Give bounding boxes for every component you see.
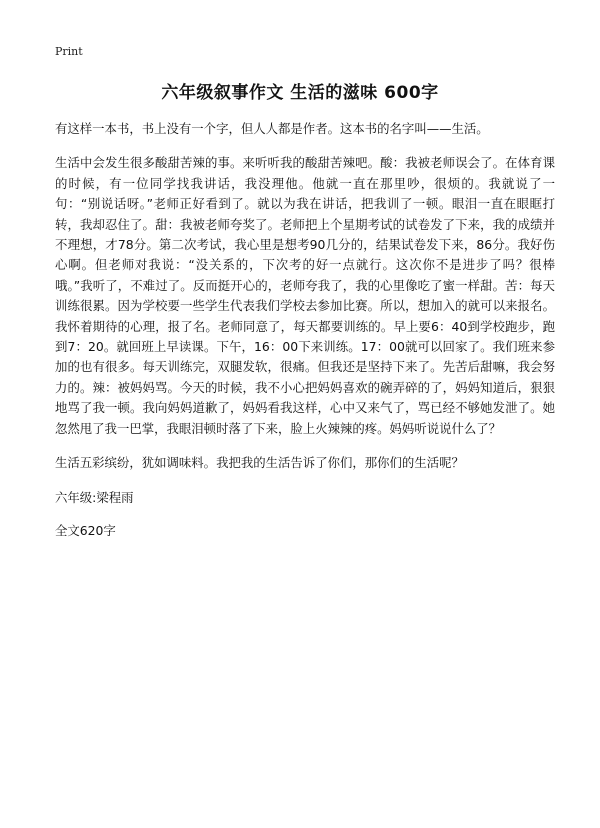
conclusion-paragraph: 生活五彩缤纷，犹如调味料。我把我的生活告诉了你们，那你们的生活呢？ [55,455,464,471]
author-line: 六年级:梁程雨 [55,489,134,505]
article-body [55,119,555,555]
intro-paragraph: 有这样一本书，书上没有一个字，但人人都是作者。这本书的名字叫——生活。 [55,121,489,136]
article-title: 六年级叙事作文 生活的滋味 600字 [161,83,439,103]
word-count: 全文620字 [55,522,116,538]
body-paragraph: 生活中会发生很多酸甜苦辣的事。来听听我的酸甜苦辣吧。酸：我被老师误会了。在体育课的时候，有一位同学找我讲话，我没理他。他就一直在那里吵，很烦的。我就说了一句：“别说话呀。”老师正好看到了。就以为我在讲话，把我训了一顿。眼泪一直在眼眶打转，我却忍住了。甜：我被老师夸奖了。老师把上个星期考试的试卷发了下来，我的成绩并不理想，才78分。第二次考试，我心里是想考90几分的，结果试卷发下来，86分。我好伤心啊。但老师对我说：“没关系的，下次考的好一点就行。这次你不是进步了吗？很棒哦。”我听了，不难过了。反而挺开心的，老师夸我了，我的心里像吃了蜜一样甜。苦：每天训练很累。因为学校要一些学生代表我们学校去参加比赛。所以，想加入的就可以来报名。我怀着期待的心理，报了名。老师同意了，每天都要训练的。早上要6：40到学校跑步，跑到7：20。就回班上早读课。下午，16：00下来训练。17：00就可以回家了。我们班来参加的也有很多。每天训练完，双腿发软，很痛。但我还是坚持下来了。先苦后甜嘛，我会努力的。辣：被妈妈骂。今天的时候，我不小心把妈妈喜欢的碗弄碎的了，妈妈知道后，狠狠地骂了我一顿。我向妈妈道歉了，妈妈看我这样，心中又来气了，骂已经不够她发泄了。她忽然甩了我一巴掌，我眼泪顿时落了下来，脸上火辣辣的疼。妈妈听说说什么了？ [55,155,555,436]
print-link[interactable]: Print [55,45,83,58]
